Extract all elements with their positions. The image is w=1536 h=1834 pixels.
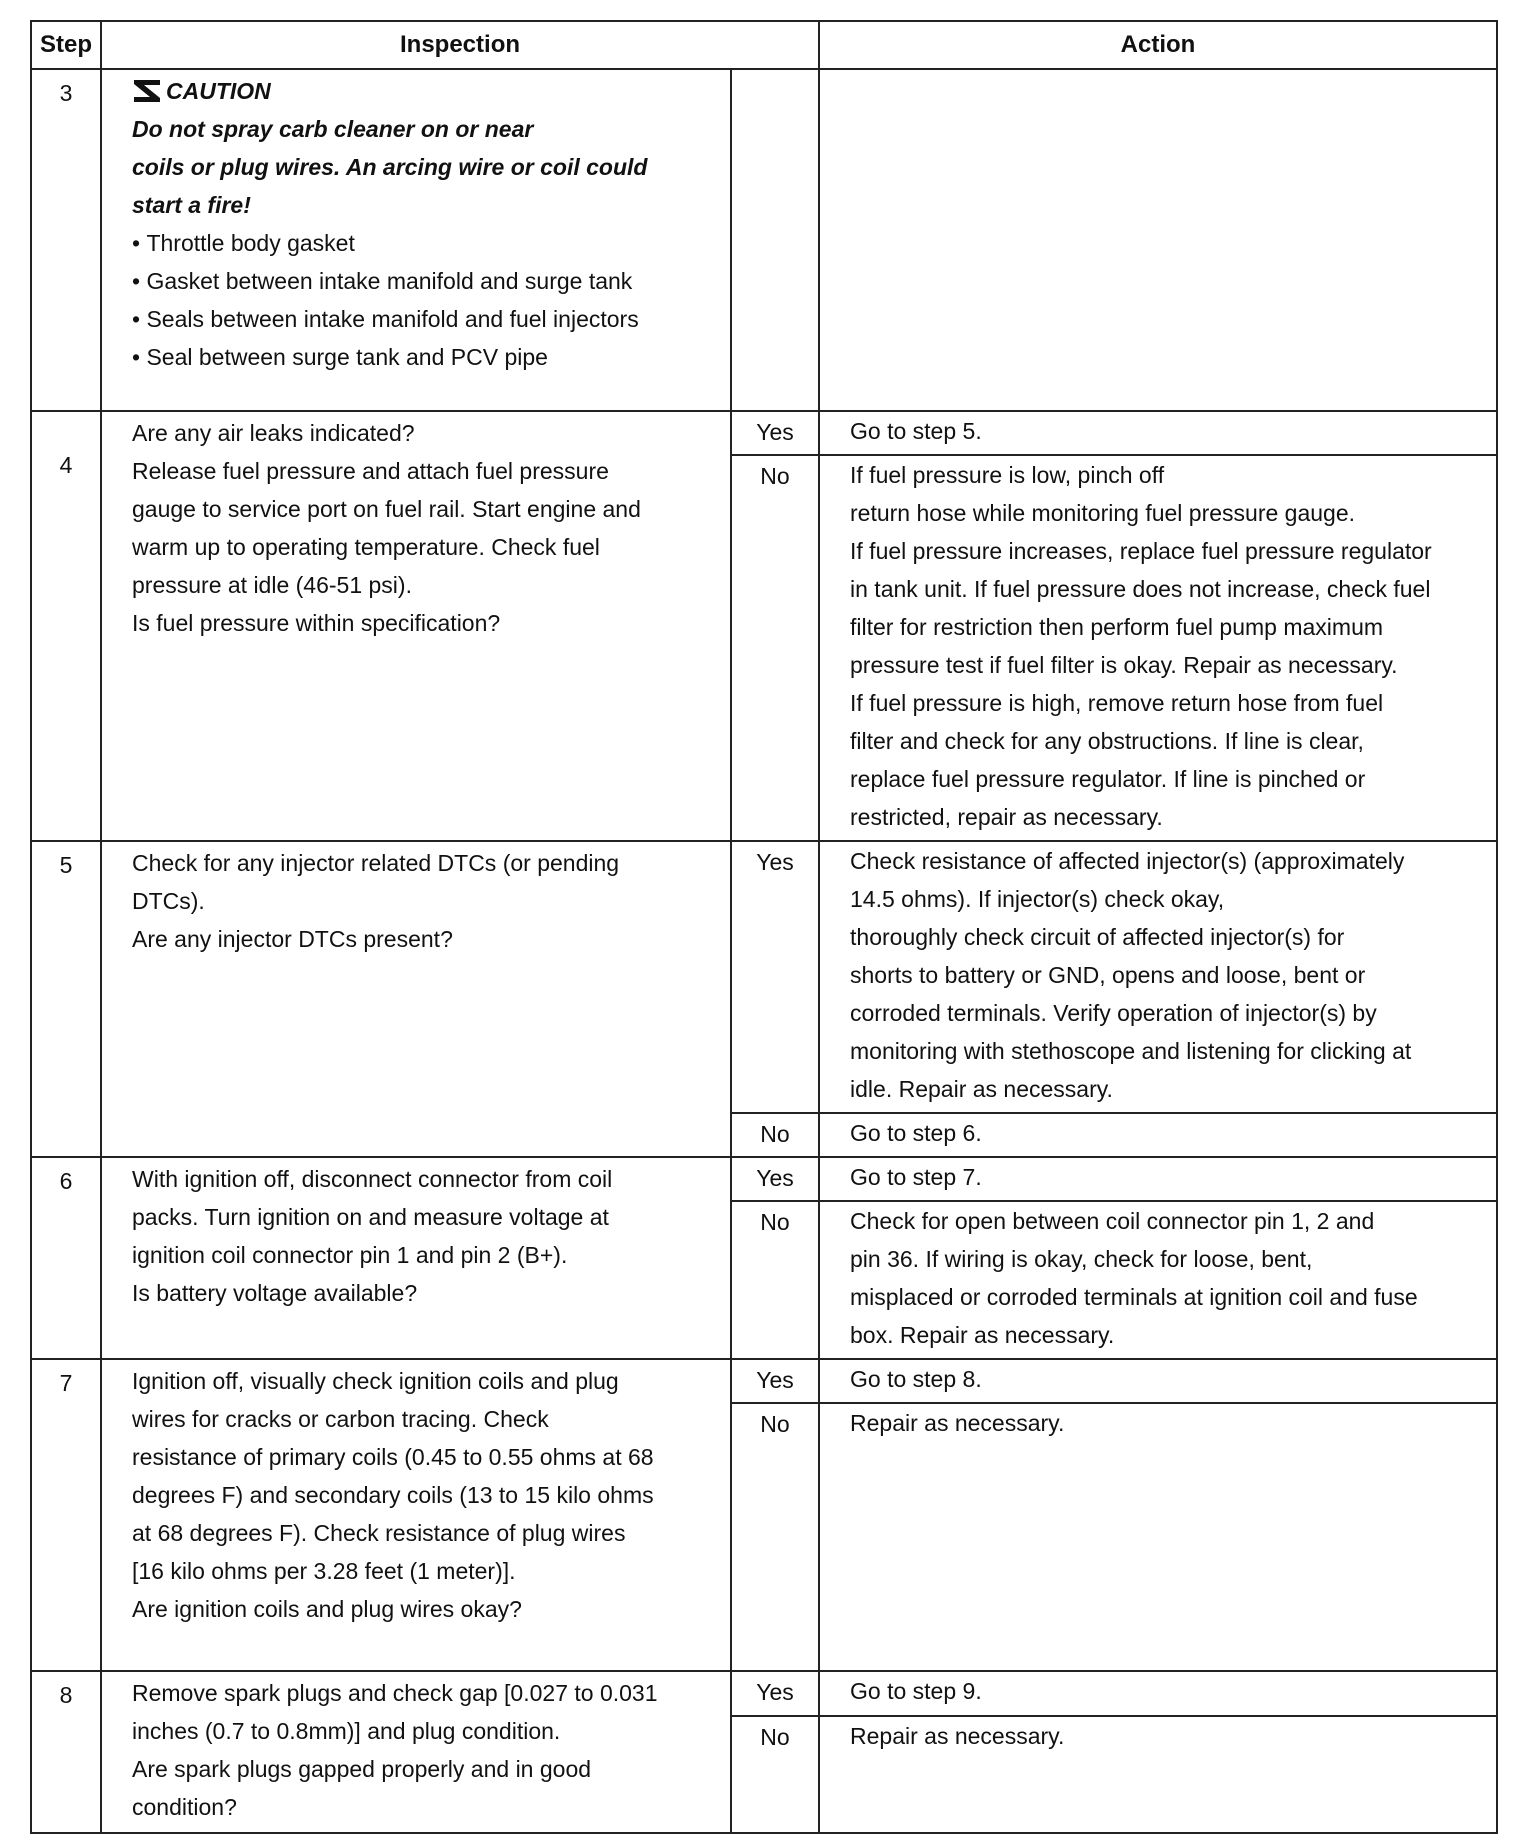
inspection-line: Is fuel pressure within specification? [132, 610, 501, 636]
table-row [31, 1359, 1497, 1403]
action-cell [819, 1716, 1497, 1833]
action-line: shorts to battery or GND, opens and loose, bent or [850, 962, 1366, 988]
yes-label: Yes [731, 1359, 819, 1403]
inspection-cell [101, 1359, 731, 1671]
yes-label: Yes [731, 411, 819, 455]
inspection-line: Is battery voltage available? [132, 1280, 418, 1306]
inspection-cell [101, 411, 731, 841]
step-number: 7 [31, 1359, 101, 1671]
table-row [31, 411, 1497, 455]
yes-no-cell [731, 69, 819, 411]
action-line: replace fuel pressure regulator. If line is pinched or [850, 766, 1366, 792]
no-label: No [731, 1716, 819, 1833]
yes-label: Yes [731, 1157, 819, 1201]
inspection-line: resistance of primary coils (0.45 to 0.55 ohms at 68 [132, 1444, 654, 1470]
header-row [31, 21, 1497, 69]
action-line: pin 36. If wiring is okay, check for loose, bent, [850, 1246, 1313, 1272]
inspection-line: wires for cracks or carbon tracing. Check [132, 1406, 549, 1432]
table-row [31, 69, 1497, 411]
inspection-line: packs. Turn ignition on and measure voltage at [132, 1204, 609, 1230]
no-label: No [731, 1201, 819, 1359]
inspection-line: Are spark plugs gapped properly and in good [132, 1756, 592, 1782]
inspection-line: at 68 degrees F). Check resistance of plug wires [132, 1520, 626, 1546]
action-line: return hose while monitoring fuel pressure gauge. [850, 500, 1356, 526]
action-line: monitoring with stethoscope and listening for clicking at [850, 1038, 1412, 1064]
action-line: idle. Repair as necessary. [850, 1076, 1113, 1102]
action-cell [819, 1113, 1497, 1157]
action-line: box. Repair as necessary. [850, 1322, 1115, 1348]
action-line: Repair as necessary. [850, 1410, 1065, 1436]
inspection-line: Are any injector DTCs present? [132, 926, 453, 952]
inspection-cell [101, 841, 731, 1157]
inspection-line: [16 kilo ohms per 3.28 feet (1 meter)]. [132, 1558, 516, 1584]
list-item: • Gasket between intake manifold and surge tank [132, 262, 720, 300]
no-label: No [731, 1113, 819, 1157]
action-cell [819, 1403, 1497, 1671]
action-line: pressure test if fuel filter is okay. Repair as necessary. [850, 652, 1398, 678]
action-cell [819, 1201, 1497, 1359]
action-cell [819, 1671, 1497, 1716]
leak-check-list [132, 224, 720, 376]
action-line: Check resistance of affected injector(s) (approximately [850, 848, 1405, 874]
inspection-line: Ignition off, visually check ignition coils and plug [132, 1368, 619, 1394]
inspection-cell [101, 69, 731, 411]
inspection-cell [101, 1157, 731, 1359]
action-cell [819, 69, 1497, 411]
inspection-line: Check for any injector related DTCs (or pending [132, 850, 620, 876]
action-line: Check for open between coil connector pin 1, 2 and [850, 1208, 1375, 1234]
inspection-line: With ignition off, disconnect connector from coil [132, 1166, 613, 1192]
action-line: Go to step 6. [850, 1120, 982, 1146]
header-step: Step [31, 21, 101, 69]
diagnostic-table [30, 20, 1498, 1834]
action-line: If fuel pressure increases, replace fuel pressure regulator [850, 538, 1432, 564]
action-line: Go to step 8. [850, 1366, 982, 1392]
action-line: Repair as necessary. [850, 1723, 1065, 1750]
header-action: Action [819, 21, 1497, 69]
table-row [31, 1157, 1497, 1201]
action-cell [819, 455, 1497, 841]
action-line: If fuel pressure is low, pinch off [850, 462, 1165, 488]
yes-label: Yes [731, 841, 819, 1113]
action-line: corroded terminals. Verify operation of injector(s) by [850, 1000, 1377, 1026]
inspection-line: Release fuel pressure and attach fuel pressure [132, 458, 609, 484]
inspection-line: inches (0.7 to 0.8mm)] and plug condition. [132, 1718, 561, 1744]
no-label: No [731, 455, 819, 841]
action-line: thoroughly check circuit of affected injector(s) for [850, 924, 1345, 950]
inspection-line: degrees F) and secondary coils (13 to 15 kilo ohms [132, 1482, 654, 1508]
action-line: Go to step 7. [850, 1164, 982, 1190]
step-number [31, 411, 101, 841]
inspection-line: Are any air leaks indicated? [132, 420, 415, 446]
caution-line: coils or plug wires. An arcing wire or coil could [132, 154, 648, 180]
action-line: filter and check for any obstructions. If line is clear, [850, 728, 1364, 754]
list-item: • Seals between intake manifold and fuel injectors [132, 300, 720, 338]
document [30, 20, 1496, 1834]
action-line: Go to step 5. [850, 418, 982, 444]
caution-icon [132, 78, 162, 104]
action-line: misplaced or corroded terminals at ignition coil and fuse [850, 1284, 1418, 1310]
step-number-text: 4 [59, 452, 73, 478]
caution-text [132, 110, 720, 224]
inspection-cell [101, 1671, 731, 1833]
action-cell [819, 1157, 1497, 1201]
inspection-line: condition? [132, 1794, 237, 1820]
action-cell [819, 411, 1497, 455]
step-number: 5 [31, 841, 101, 1157]
inspection-line: DTCs). [132, 888, 205, 914]
step-number: 3 [31, 69, 101, 411]
action-cell [819, 1359, 1497, 1403]
yes-label: Yes [731, 1671, 819, 1716]
inspection-line: Are ignition coils and plug wires okay? [132, 1596, 522, 1622]
list-item: • Seal between surge tank and PCV pipe [132, 338, 720, 376]
action-line: filter for restriction then perform fuel pump maximum [850, 614, 1384, 640]
table-row [31, 841, 1497, 1113]
inspection-line: Remove spark plugs and check gap [0.027 to 0.031 [132, 1680, 658, 1706]
action-cell [819, 841, 1497, 1113]
inspection-line: warm up to operating temperature. Check fuel [132, 534, 600, 560]
action-line: Go to step 9. [850, 1678, 982, 1704]
no-label: No [731, 1403, 819, 1671]
caution-line: Do not spray carb cleaner on or near [132, 116, 534, 142]
action-line: If fuel pressure is high, remove return hose from fuel [850, 690, 1384, 716]
caution-title: CAUTION [166, 78, 271, 104]
action-line: restricted, repair as necessary. [850, 804, 1163, 830]
table-row [31, 1671, 1497, 1716]
caution-heading [132, 72, 720, 110]
inspection-line: ignition coil connector pin 1 and pin 2 (B+). [132, 1242, 568, 1268]
header-inspection: Inspection [101, 21, 819, 69]
step-number: 8 [31, 1671, 101, 1833]
inspection-line: pressure at idle (46-51 psi). [132, 572, 412, 598]
caution-line: start a fire! [132, 192, 251, 218]
list-item: • Throttle body gasket [132, 224, 720, 262]
action-line: 14.5 ohms). If injector(s) check okay, [850, 886, 1225, 912]
step-number: 6 [31, 1157, 101, 1359]
inspection-line: gauge to service port on fuel rail. Start engine and [132, 496, 641, 522]
action-line: in tank unit. If fuel pressure does not increase, check fuel [850, 576, 1431, 602]
